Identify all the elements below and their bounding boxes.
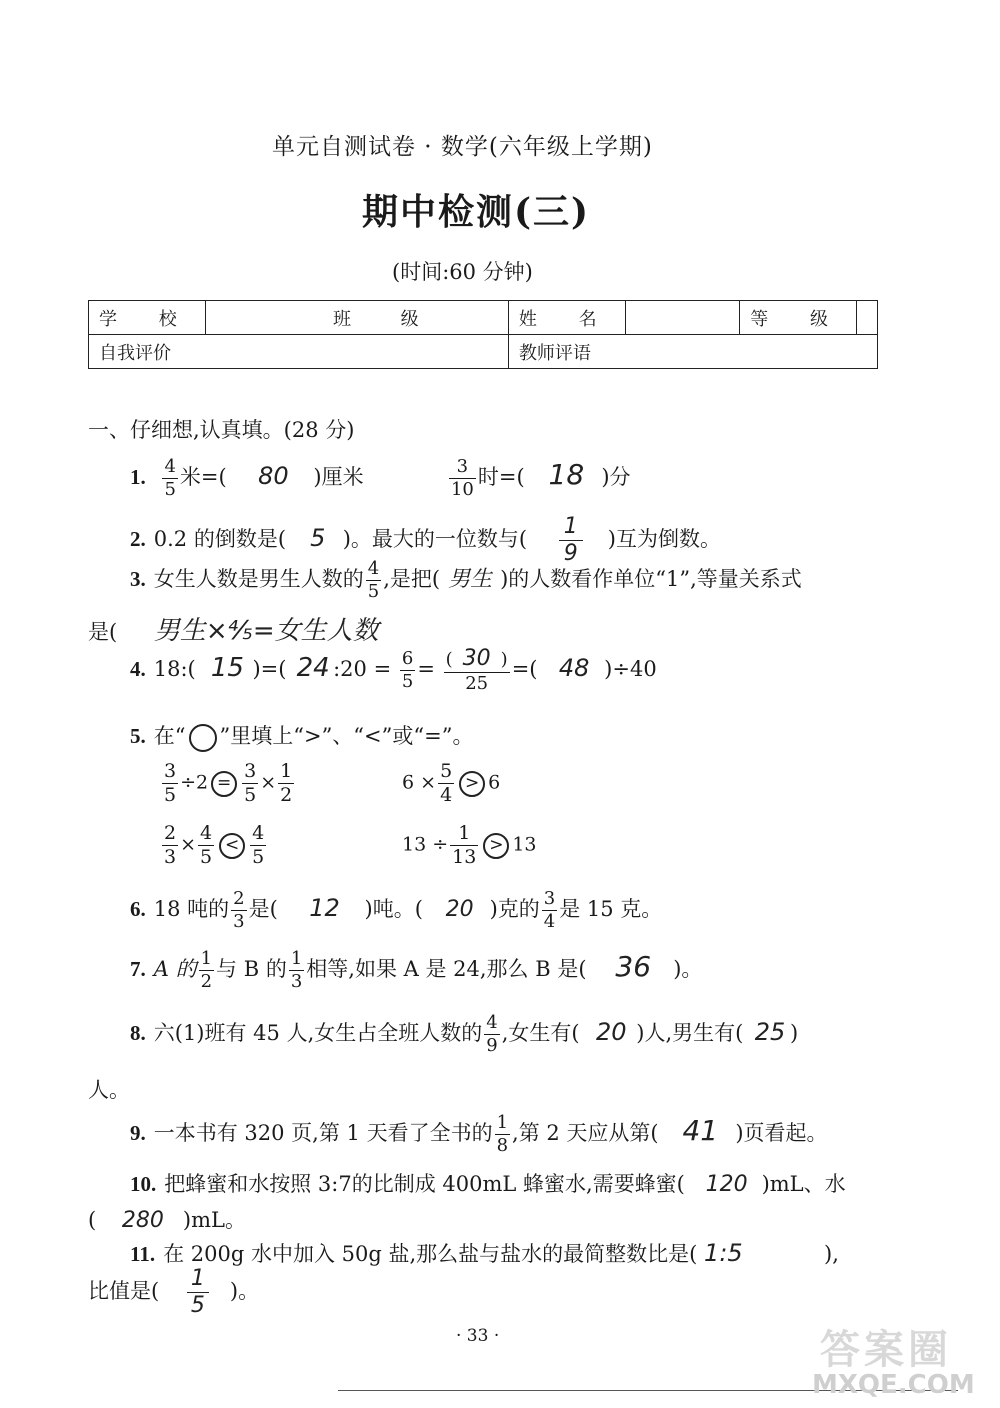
watermark-url: MXQE.COM bbox=[812, 1370, 975, 1400]
time-limit: (时间:60 分钟) bbox=[392, 260, 533, 284]
name-field[interactable] bbox=[625, 301, 740, 335]
answer-1a[interactable]: 80 bbox=[258, 462, 289, 490]
question-8-line2: 人。 bbox=[88, 1078, 130, 1102]
question-7: 7. A 的 $\frac{1}{2}$ 与 B 的 $\frac{1}{3}$ 相等,如果 A 是 24,那么 B 是( 36 )。 bbox=[130, 948, 703, 992]
fraction: $\frac{4}{5}$ bbox=[164, 456, 176, 500]
question-8: 8. 六(1)班有 45 人,女生占全班人数的 $\frac{4}{9}$ ,女生有( 20 )人,男生有( 25 ) bbox=[130, 1012, 799, 1056]
question-10-line2: ( 280 )mL。 bbox=[88, 1208, 246, 1233]
answer-circle[interactable]: > bbox=[483, 833, 509, 859]
student-info-table bbox=[88, 300, 878, 369]
question-9: 9. 一本书有 320 页,第 1 天看了全书的 $\frac{1}{8}$ ,第 2 天应从第( 41 )页看起。 bbox=[130, 1112, 828, 1156]
teacher-comment-cell[interactable]: 教师评语 bbox=[508, 335, 877, 369]
section-heading: 一、仔细想,认真填。(28 分) bbox=[88, 418, 355, 442]
answer-circle[interactable]: > bbox=[459, 771, 485, 797]
answer-2a[interactable]: 5 bbox=[310, 524, 326, 552]
question-5: 5. 在“ ”里填上“>”、“<”或“=”。 bbox=[130, 720, 473, 752]
self-eval-cell[interactable]: 自我评价 bbox=[89, 335, 509, 369]
series-title: 单元自测试卷 · 数学(六年级上学期) bbox=[272, 134, 653, 160]
answer-3a[interactable]: 男生 bbox=[448, 567, 493, 592]
answer-2b[interactable]: $\frac{1}{9}$ bbox=[536, 516, 606, 565]
grade-label: 等 级 bbox=[740, 301, 857, 335]
question-11-line2: 比值是( $\frac{1}{5}$ )。 bbox=[88, 1266, 260, 1318]
answer-3b[interactable]: 男生×⅘=女生人数 bbox=[153, 616, 379, 646]
name-label: 姓 名 bbox=[508, 301, 625, 335]
compare-1b: 6 × $\frac{5}{4}$ > 6 bbox=[402, 760, 501, 806]
answer-8b[interactable]: 25 bbox=[754, 1018, 786, 1046]
compare-2a: $\frac{2}{3}$ × $\frac{4}{5}$ < $\frac{4}{5}$ bbox=[164, 822, 265, 868]
answer-1b[interactable]: 18 bbox=[548, 458, 585, 491]
question-3: 3. 女生人数是男生人数的 $\frac{4}{5}$ ,是把( 男生 )的人数看作单位“1”,等量关系式 bbox=[130, 558, 802, 602]
answer-11a[interactable]: 1:5 bbox=[704, 1239, 743, 1267]
page-title: 期中检测(三) bbox=[362, 191, 591, 233]
answer-6b[interactable]: 20 bbox=[445, 897, 474, 922]
answer-11b[interactable]: $\frac{1}{5}$ bbox=[168, 1268, 228, 1317]
grade-field[interactable] bbox=[857, 301, 878, 335]
compare-1a: $\frac{3}{5}$ ÷2 = $\frac{3}{5}$ × $\frac{1}{2}$ bbox=[164, 760, 293, 806]
answer-9[interactable]: 41 bbox=[682, 1114, 719, 1147]
answer-10b[interactable]: 280 bbox=[121, 1208, 164, 1233]
school-label: 学 校 bbox=[89, 301, 206, 335]
answer-6a[interactable]: 12 bbox=[309, 894, 340, 922]
question-3-line2: 是( 男生×⅘=女生人数 bbox=[88, 616, 379, 646]
answer-10a[interactable]: 120 bbox=[705, 1172, 748, 1197]
question-6: 6. 18 吨的 $\frac{2}{3}$ 是( 12 )吨。( 20 )克的 $\frac{3}{4}$ 是 15 克。 bbox=[130, 888, 663, 932]
answer-8a[interactable]: 20 bbox=[595, 1018, 627, 1046]
fraction: $\frac{6}{5}$ bbox=[401, 648, 414, 692]
page-number: · 33 · bbox=[456, 1326, 500, 1346]
question-2: 2. 0.2 的倒数是( 5 )。最大的一位数与( $\frac{1}{9}$ )互为倒数。 bbox=[130, 514, 721, 566]
watermark-logo: 答案圈 bbox=[820, 1327, 952, 1373]
fraction: $\frac{4}{5}$ bbox=[367, 558, 380, 602]
answer-4b[interactable]: 24 bbox=[296, 653, 330, 683]
question-number: 1. bbox=[130, 465, 146, 489]
question-11: 11. 在 200g 水中加入 50g 盐,那么盐与盐水的最简整数比是( 1:5 ), bbox=[130, 1239, 839, 1267]
answer-7[interactable]: 36 bbox=[615, 950, 652, 983]
question-10: 10. 把蜂蜜和水按照 3:7的比制成 400mL 蜂蜜水,需要蜂蜜( 120 )mL、水 bbox=[130, 1172, 846, 1197]
answer-4d[interactable]: 48 bbox=[558, 654, 590, 682]
compare-2b: 13 ÷ $\frac{1}{13}$ > 13 bbox=[402, 822, 537, 868]
question-4: 4. 18:( 15 )=( 24 :20 = $\frac{6}{5}$ = $\frac{( 30 )}{25}$ =( 48 )÷40 bbox=[130, 646, 657, 694]
answer-circle[interactable]: = bbox=[211, 771, 237, 797]
circle-icon bbox=[189, 724, 217, 752]
answer-4a[interactable]: 15 bbox=[210, 653, 244, 683]
class-cell[interactable]: 班 级 bbox=[205, 301, 508, 335]
question-1: 1. $\frac{4}{5}$ 米=( 80 )厘米 $\frac{3}{10}$ 时=( 18 )分 bbox=[130, 456, 631, 500]
fraction: $\frac{3}{10}$ bbox=[450, 456, 474, 500]
fraction-with-answer[interactable]: $\frac{( 30 )}{25}$ bbox=[445, 646, 508, 694]
answer-circle[interactable]: < bbox=[219, 833, 245, 859]
